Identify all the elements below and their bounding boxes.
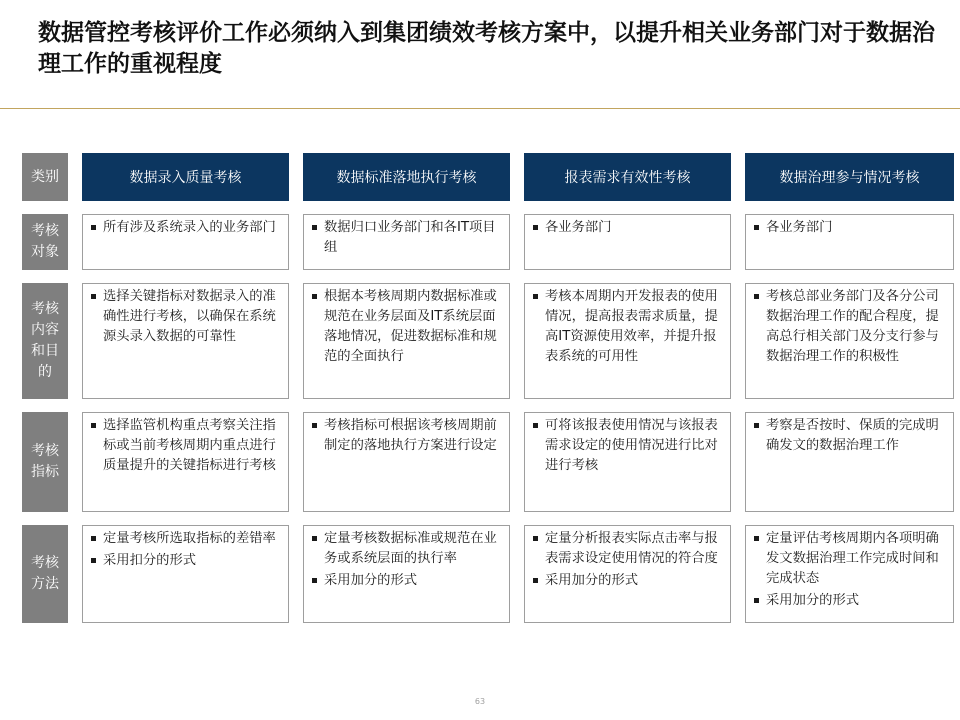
bullet-item: 考核总部业务部门及各分公司数据治理工作的配合程度，提高总行相关部门及分支行参与数据治理工作的积极性 <box>754 287 947 367</box>
row-label-indicators: 考核指标 <box>22 412 68 512</box>
table-cell <box>303 214 510 270</box>
row-label-target: 考核对象 <box>22 214 68 270</box>
bullet-item: 采用加分的形式 <box>533 571 724 591</box>
bullet-item: 可将该报表使用情况与该报表需求设定的使用情况进行比对进行考核 <box>533 416 724 476</box>
bullet-item: 定量分析报表实际点击率与报表需求设定使用情况的符合度 <box>533 529 724 569</box>
table-cell <box>303 412 510 512</box>
table-cell <box>82 283 289 399</box>
bullet-item: 各业务部门 <box>754 218 947 238</box>
bullet-item: 定量考核数据标准或规范在业务或系统层面的执行率 <box>312 529 503 569</box>
table-cell <box>745 412 954 512</box>
bullet-item: 采用扣分的形式 <box>91 551 282 571</box>
table-cell <box>82 412 289 512</box>
bullet-item: 考察是否按时、保质的完成明确发文的数据治理工作 <box>754 416 947 456</box>
column-header-data-entry-quality: 数据录入质量考核 <box>82 153 289 201</box>
table-cell <box>745 525 954 623</box>
bullet-item: 数据归口业务部门和各IT项目组 <box>312 218 503 258</box>
bullet-item: 所有涉及系统录入的业务部门 <box>91 218 282 238</box>
bullet-item: 定量考核所选取指标的差错率 <box>91 529 282 549</box>
bullet-item: 考核指标可根据该考核周期前制定的落地执行方案进行设定 <box>312 416 503 456</box>
title-divider <box>0 108 960 109</box>
table-cell <box>82 525 289 623</box>
bullet-item: 采用加分的形式 <box>754 591 947 611</box>
table-cell <box>82 214 289 270</box>
row-label-content-purpose: 考核内容和目的 <box>22 283 68 399</box>
bullet-item: 选择关键指标对数据录入的准确性进行考核，以确保在系统源头录入数据的可靠性 <box>91 287 282 347</box>
bullet-item: 选择监管机构重点考察关注指标或当前考核周期内重点进行质量提升的关键指标进行考核 <box>91 416 282 476</box>
table-cell <box>303 283 510 399</box>
table-cell <box>303 525 510 623</box>
table-cell <box>524 283 731 399</box>
bullet-item: 根据本考核周期内数据标准或规范在业务层面及IT系统层面落地情况，促进数据标准和规范的全面执行 <box>312 287 503 367</box>
bullet-item: 定量评估考核周期内各项明确发文数据治理工作完成时间和完成状态 <box>754 529 947 589</box>
page-number: 63 <box>474 697 486 706</box>
category-header: 类别 <box>22 153 68 201</box>
bullet-item: 各业务部门 <box>533 218 724 238</box>
table-cell <box>524 525 731 623</box>
evaluation-table <box>22 153 954 623</box>
table-cell <box>745 283 954 399</box>
column-header-governance-participation: 数据治理参与情况考核 <box>745 153 954 201</box>
column-header-report-effectiveness: 报表需求有效性考核 <box>524 153 731 201</box>
slide-title: 数据管控考核评价工作必须纳入到集团绩效考核方案中，以提升相关业务部门对于数据治理工作的重视程度 <box>38 20 935 77</box>
bullet-item: 考核本周期内开发报表的使用情况，提高报表需求质量，提高IT资源使用效率，并提升报表系统的可用性 <box>533 287 724 367</box>
column-header-standard-execution: 数据标准落地执行考核 <box>303 153 510 201</box>
table-cell <box>745 214 954 270</box>
bullet-item: 采用加分的形式 <box>312 571 503 591</box>
table-cell <box>524 214 731 270</box>
row-label-methods: 考核方法 <box>22 525 68 623</box>
table-cell <box>524 412 731 512</box>
